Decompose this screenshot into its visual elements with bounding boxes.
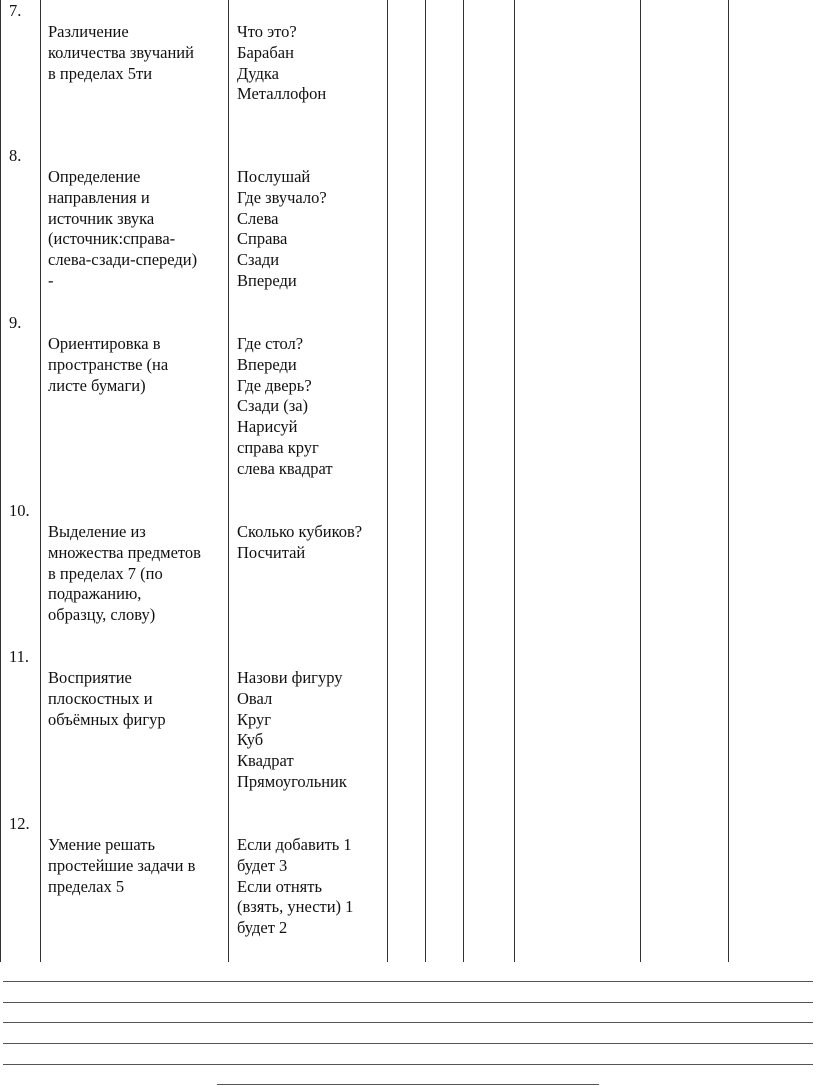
skill-line: Ориентировка в [48, 334, 161, 353]
skill-line: слева-сзади-спереди) [48, 250, 198, 270]
prompt-line: Справа [237, 229, 288, 249]
blank-writing-line [3, 1043, 813, 1044]
skill-line: листе бумаги) [48, 375, 146, 395]
prompt-cell [237, 522, 387, 564]
skill-line: пределах 5 [48, 876, 125, 896]
skill-line: - [48, 270, 54, 290]
skill-cell [48, 22, 226, 84]
skill-cell [48, 668, 226, 730]
column-divider [387, 0, 388, 962]
skill-line: Умение решать [48, 835, 156, 854]
prompt-cell [237, 668, 387, 793]
skill-line: (источник:справа- [48, 229, 176, 249]
prompt-line: Сзади [237, 250, 280, 270]
skill-line: направления и [48, 187, 150, 207]
prompt-line: Послушай [237, 167, 311, 186]
row-number: 10. [9, 501, 30, 520]
column-divider [640, 0, 641, 962]
prompt-line: Металлофон [237, 84, 327, 104]
blank-writing-line [3, 1022, 813, 1023]
skill-line: образцу, слову) [48, 605, 156, 625]
prompt-cell [237, 167, 387, 292]
prompt-line: Овал [237, 688, 273, 708]
prompt-line: Где стол? [237, 334, 304, 353]
blank-writing-line [3, 1002, 813, 1003]
skill-line: Выделение из [48, 522, 146, 541]
prompt-line: Что это? [237, 22, 297, 41]
prompt-cell [237, 835, 387, 939]
prompt-line: Куб [237, 730, 264, 750]
prompt-line: Нарисуй [237, 417, 298, 437]
column-divider [728, 0, 729, 962]
skill-cell [48, 522, 226, 626]
row-number: 8. [9, 146, 22, 165]
prompt-line: будет 3 [237, 855, 288, 875]
skill-cell [48, 835, 226, 897]
skill-line: Различение [48, 22, 129, 41]
prompt-line: Если добавить 1 [237, 835, 352, 854]
skill-line: объёмных фигур [48, 709, 166, 729]
prompt-line: Круг [237, 709, 272, 729]
skill-line: Определение [48, 167, 141, 186]
prompt-line: Барабан [237, 42, 294, 62]
skill-line: плоскостных и [48, 688, 153, 708]
prompt-cell [237, 22, 387, 105]
skill-line: подражанию, [48, 584, 142, 604]
row-number: 11. [9, 647, 30, 666]
prompt-line: Квадрат [237, 751, 294, 771]
prompt-line: Впереди [237, 270, 297, 290]
column-divider [40, 0, 41, 962]
blank-writing-line [3, 981, 813, 982]
skill-line: Восприятие [48, 668, 132, 687]
prompt-line: Сколько кубиков? [237, 522, 363, 541]
prompt-line: будет 2 [237, 918, 288, 938]
skill-line: пространстве (на [48, 354, 169, 374]
prompt-line: Прямоугольник [237, 771, 347, 791]
column-divider [514, 0, 515, 962]
column-divider [463, 0, 464, 962]
skill-line: количества звучаний [48, 42, 194, 62]
prompt-line: Где дверь? [237, 375, 312, 395]
skill-line: источник звука [48, 208, 155, 228]
table-border-left [0, 0, 1, 962]
prompt-line: слева квадрат [237, 458, 333, 478]
column-divider [425, 0, 426, 962]
blank-writing-line [3, 1064, 813, 1065]
prompt-line: Назови фигуру [237, 668, 343, 687]
prompt-line: Впереди [237, 354, 297, 374]
prompt-line: Сзади (за) [237, 396, 309, 416]
column-divider [228, 0, 229, 962]
prompt-line: Если отнять [237, 876, 322, 896]
row-number: 12. [9, 814, 30, 833]
prompt-line: Дудка [237, 63, 279, 83]
prompt-cell [237, 334, 387, 480]
prompt-line: (взять, унести) 1 [237, 897, 354, 917]
prompt-line: справа круг [237, 437, 319, 457]
prompt-line: Где звучало? [237, 187, 327, 207]
prompt-line: Посчитай [237, 542, 306, 562]
skill-cell [48, 334, 226, 396]
skill-line: в пределах 7 (по [48, 563, 163, 583]
footnote-separator [217, 1084, 599, 1085]
prompt-line: Слева [237, 208, 279, 228]
skill-line: простейшие задачи в [48, 855, 196, 875]
row-number: 7. [9, 1, 22, 20]
row-number: 9. [9, 313, 22, 332]
skill-line: множества предметов [48, 542, 201, 562]
skill-line: в пределах 5ти [48, 63, 153, 83]
skill-cell [48, 167, 226, 292]
